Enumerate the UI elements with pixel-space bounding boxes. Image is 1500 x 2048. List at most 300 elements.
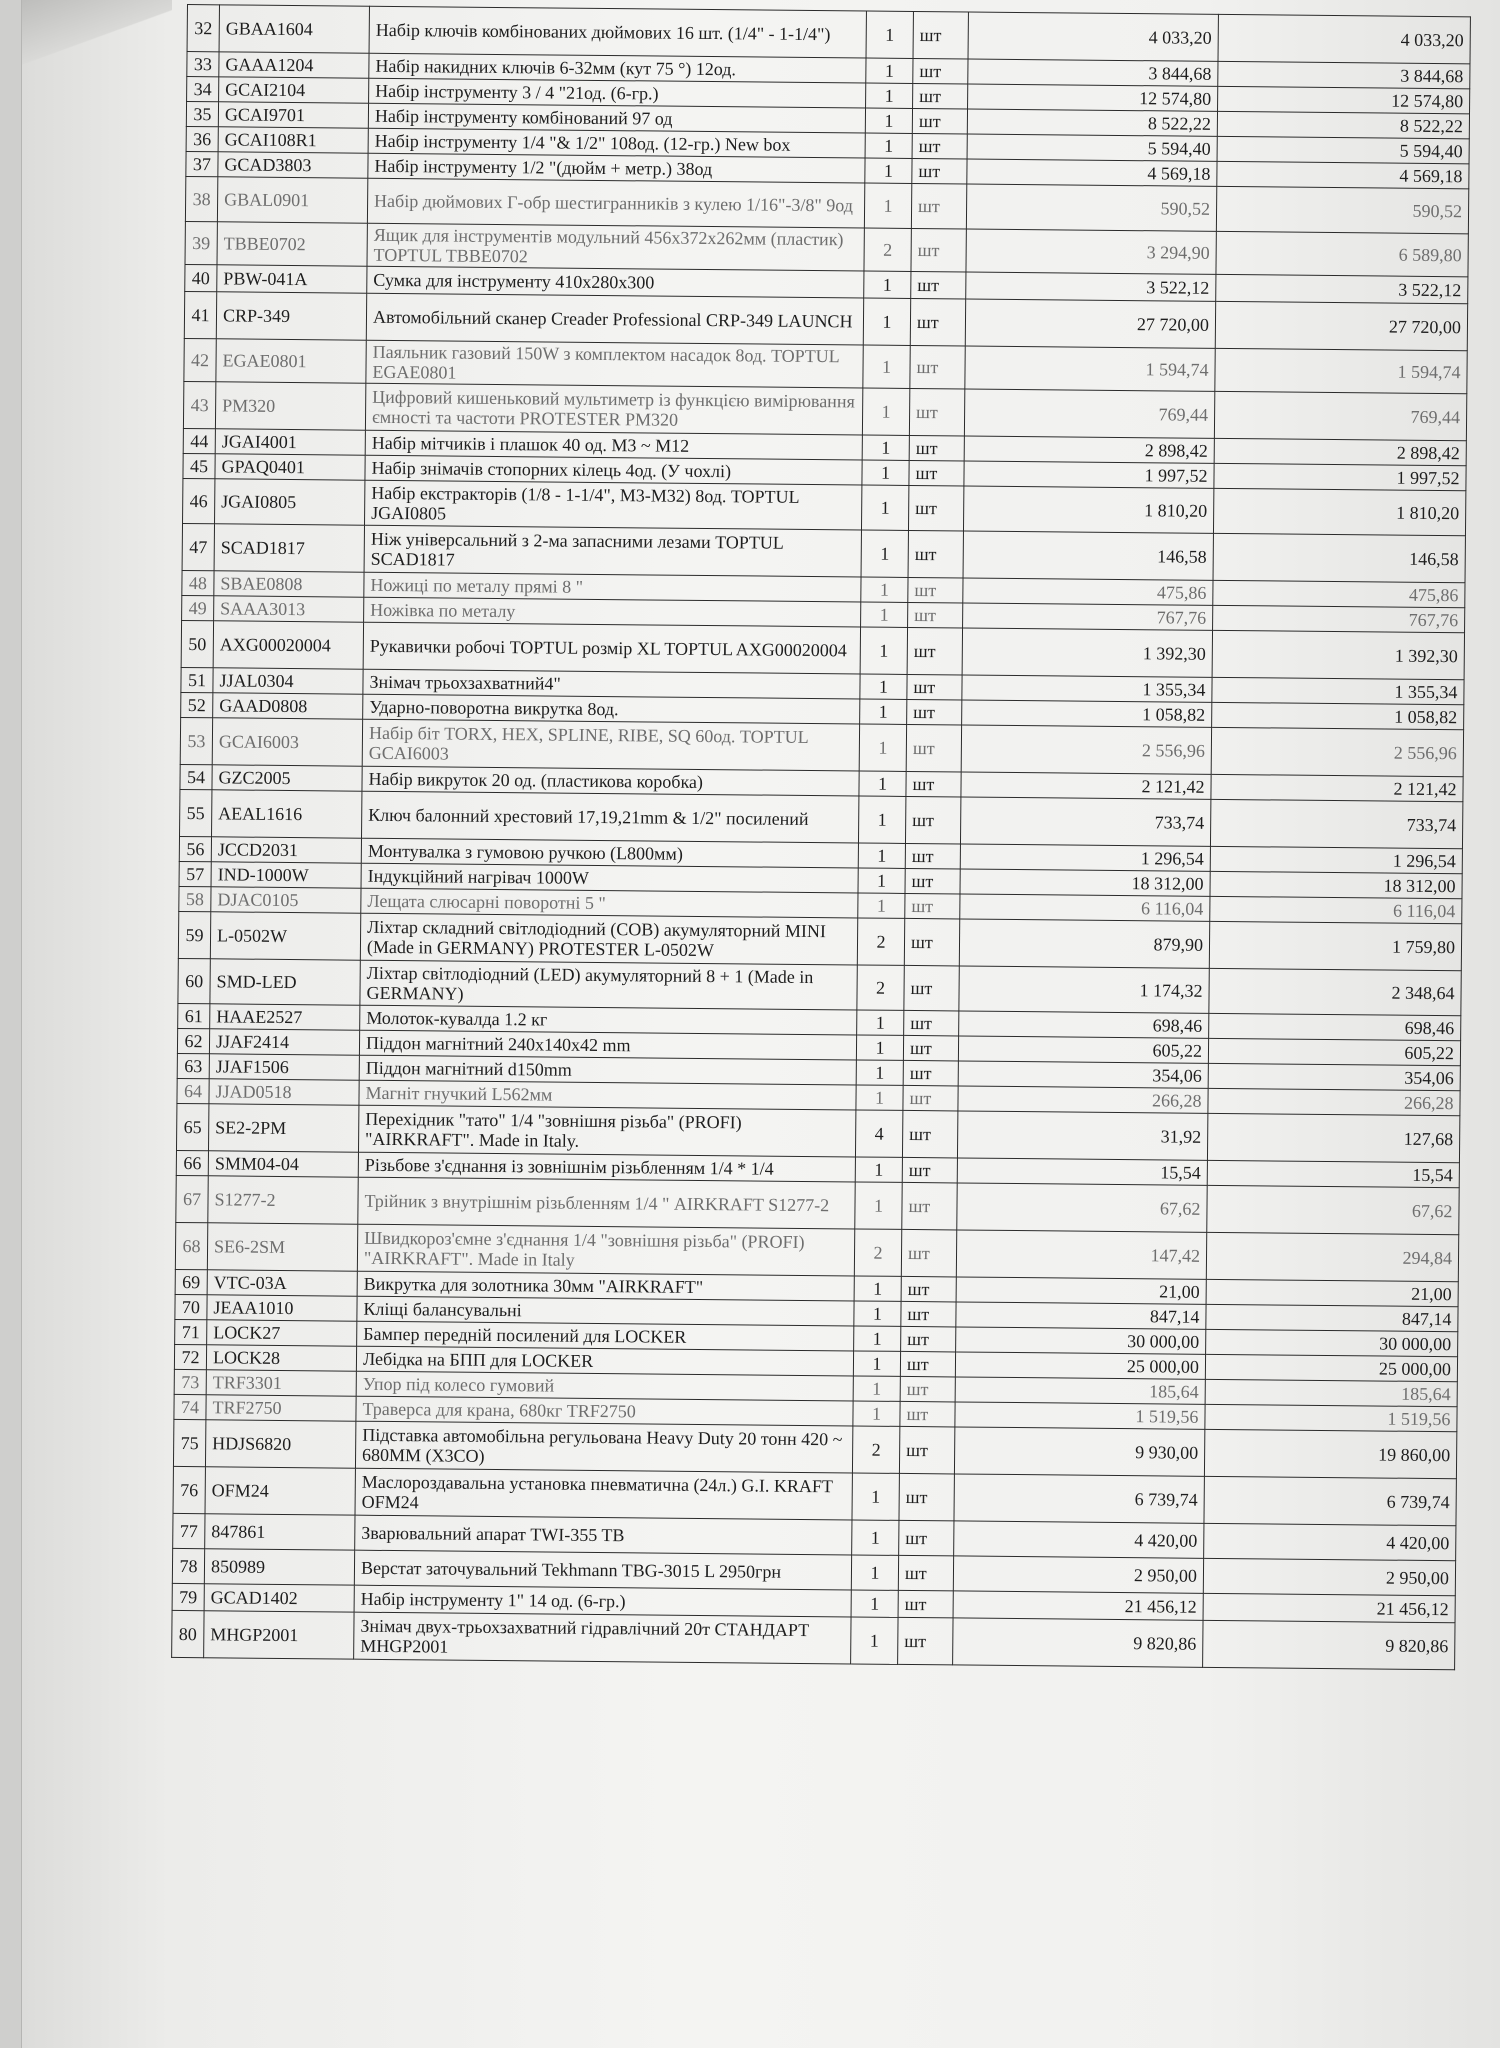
unit-price-cell: 30 000,00 [956, 1327, 1206, 1354]
item-name-cell: Швидкороз'ємне з'єднання 1/4 "зовнішня різьба" (PROFI) "AIRKRAFT". Made in Italy [357, 1224, 854, 1276]
unit-cell: шт [901, 1276, 956, 1302]
line-total-cell: 2 348,64 [1209, 968, 1461, 1015]
line-total-cell: 8 522,22 [1217, 111, 1469, 138]
row-number-cell: 80 [172, 1610, 204, 1657]
row-number-cell: 42 [184, 338, 216, 381]
quantity-cell: 1 [856, 1085, 903, 1110]
item-code-cell: GBAA1604 [219, 5, 369, 53]
unit-cell: шт [903, 1085, 958, 1111]
unit-price-cell: 31,92 [957, 1111, 1207, 1160]
line-total-cell: 698,46 [1209, 1013, 1461, 1040]
row-number-cell: 68 [175, 1222, 207, 1269]
row-number-cell: 70 [175, 1294, 207, 1319]
row-number-cell: 52 [181, 692, 213, 717]
item-name-cell: Цифровий кишеньковий мультиметр із функцією вимірювання ємності та частоти PROTESTER PM320 [365, 383, 862, 435]
row-number-cell: 73 [174, 1369, 206, 1394]
quantity-cell: 1 [859, 771, 906, 796]
item-name-cell: Рукавички робочі TOPTUL розмір XL TOPTUL AXG00020004 [363, 622, 860, 674]
item-code-cell: OFM24 [205, 1467, 355, 1515]
quantity-cell: 1 [865, 108, 912, 133]
quantity-cell: 1 [854, 1326, 901, 1351]
item-name-cell: Різьбове з'єднання із зовнішнім різьбленням 1/4 * 1/4 [358, 1152, 855, 1182]
quantity-cell: 1 [855, 1182, 902, 1229]
unit-cell: шт [905, 843, 960, 869]
item-code-cell: HDJS6820 [205, 1420, 355, 1468]
line-total-cell: 15,54 [1207, 1160, 1459, 1187]
unit-price-cell: 146,58 [963, 531, 1213, 580]
unit-price-cell: 15,54 [957, 1158, 1207, 1185]
item-code-cell: SCAD1817 [214, 524, 364, 572]
unit-price-cell: 3 522,12 [966, 272, 1216, 301]
unit-price-cell: 590,52 [966, 184, 1216, 231]
line-total-cell: 21,00 [1206, 1279, 1458, 1306]
item-code-cell: JJAF2414 [209, 1029, 359, 1055]
item-name-cell: Лещата слюсарні поворотні 5 " [361, 888, 858, 918]
quantity-cell: 1 [864, 183, 911, 228]
unit-cell: шт [913, 58, 968, 84]
unit-price-cell: 185,64 [955, 1377, 1205, 1404]
quantity-cell: 1 [866, 83, 913, 108]
line-total-cell: 847,14 [1206, 1304, 1458, 1331]
row-number-cell: 72 [174, 1344, 206, 1369]
line-total-cell: 25 000,00 [1205, 1354, 1457, 1381]
item-code-cell: MHGP2001 [204, 1611, 354, 1659]
unit-price-cell: 605,22 [958, 1036, 1208, 1063]
unit-cell: шт [910, 298, 965, 346]
row-number-cell: 55 [180, 789, 212, 836]
unit-price-cell: 1 519,56 [955, 1402, 1205, 1429]
row-number-cell: 51 [181, 667, 213, 692]
item-name-cell: Маслороздавальна установка пневматична (24л.) G.I. KRAFT OFM24 [355, 1468, 852, 1520]
unit-cell: шт [902, 1110, 957, 1158]
unit-price-cell: 2 950,00 [953, 1556, 1203, 1593]
unit-price-cell: 9 930,00 [954, 1427, 1204, 1476]
quantity-cell: 1 [866, 58, 913, 83]
quantity-cell: 1 [862, 388, 909, 435]
unit-price-cell: 67,62 [957, 1183, 1207, 1232]
quantity-cell: 1 [858, 868, 905, 893]
unit-price-cell: 5 594,40 [967, 134, 1217, 161]
item-name-cell: Монтувалка з гумовою ручкою (L800мм) [361, 838, 858, 868]
item-name-cell: Бампер передній посилений для LOCKER [357, 1321, 854, 1351]
line-total-cell: 2 556,96 [1211, 727, 1463, 776]
item-code-cell: JEAA1010 [207, 1295, 357, 1321]
item-name-cell: Індукційний нагрівач 1000W [361, 863, 858, 893]
item-code-cell: TRF3301 [206, 1370, 356, 1396]
unit-price-cell: 12 574,80 [968, 84, 1218, 111]
unit-cell: шт [908, 602, 963, 628]
line-total-cell: 146,58 [1213, 533, 1465, 582]
unit-price-cell: 1 810,20 [963, 486, 1213, 533]
item-code-cell: GCAI108R1 [218, 127, 368, 153]
item-name-cell: Піддон магнітний d150mm [359, 1055, 856, 1085]
item-code-cell: GCAI6003 [212, 718, 362, 766]
line-total-cell: 18 312,00 [1210, 871, 1462, 898]
row-number-cell: 44 [183, 428, 215, 453]
row-number-cell: 74 [174, 1394, 206, 1419]
item-code-cell: GCAI2104 [219, 77, 369, 103]
line-total-cell: 1 519,56 [1205, 1404, 1457, 1431]
unit-cell: шт [900, 1351, 955, 1377]
document-page [22, 0, 1500, 2048]
unit-cell: шт [902, 1182, 957, 1230]
unit-price-cell: 9 820,86 [953, 1618, 1203, 1667]
row-number-cell: 48 [182, 570, 214, 595]
unit-price-cell: 3 294,90 [966, 229, 1216, 274]
unit-price-cell: 8 522,22 [967, 109, 1217, 136]
item-name-cell: Набір інструменту 1" 14 од. (6-гр.) [354, 1585, 851, 1617]
item-code-cell: VTC-03A [207, 1270, 357, 1296]
unit-cell: шт [904, 1010, 959, 1036]
quantity-cell: 1 [865, 133, 912, 158]
item-code-cell: SMM04-04 [208, 1151, 358, 1177]
unit-cell: шт [901, 1301, 956, 1327]
line-total-cell: 5 594,40 [1217, 136, 1469, 163]
unit-price-cell: 1 392,30 [962, 628, 1212, 677]
item-name-cell: Набір викруток 20 од. (пластикова коробка) [362, 766, 859, 796]
line-total-cell: 21 456,12 [1203, 1593, 1455, 1622]
row-number-cell: 47 [182, 523, 214, 570]
item-code-cell: IND-1000W [211, 862, 361, 888]
item-name-cell: Набір екстракторів (1/8 - 1-1/4", M3-M32) 8од. TOPTUL JGAI0805 [365, 480, 862, 530]
row-number-cell: 67 [176, 1175, 208, 1222]
quantity-cell: 1 [862, 460, 909, 485]
unit-cell: шт [907, 699, 962, 725]
quantity-cell: 1 [857, 1010, 904, 1035]
quantity-cell: 1 [853, 1351, 900, 1376]
unit-price-cell: 3 844,68 [968, 59, 1218, 86]
row-number-cell: 76 [173, 1466, 205, 1513]
line-total-cell: 9 820,86 [1203, 1620, 1455, 1669]
row-number-cell: 57 [179, 861, 211, 886]
unit-cell: шт [900, 1376, 955, 1402]
unit-cell: шт [899, 1426, 954, 1474]
quantity-cell: 1 [863, 345, 910, 388]
row-number-cell: 63 [177, 1053, 209, 1078]
unit-cell: шт [913, 11, 968, 59]
quantity-cell: 2 [857, 918, 904, 965]
unit-price-cell: 2 556,96 [961, 725, 1211, 774]
unit-cell: шт [912, 158, 967, 184]
unit-cell: шт [912, 133, 967, 159]
item-code-cell: EGAE0801 [216, 339, 366, 383]
row-number-cell: 78 [172, 1548, 204, 1583]
item-name-cell: Лебідка на БПП для LOCKER [356, 1346, 853, 1376]
unit-cell: шт [903, 1035, 958, 1061]
line-total-cell: 30 000,00 [1206, 1329, 1458, 1356]
unit-cell: шт [913, 83, 968, 109]
unit-cell: шт [905, 893, 960, 919]
item-name-cell: Набір мітчиків і плашок 40 од. М3 ~ М12 [365, 430, 862, 460]
item-code-cell: GZC2005 [212, 765, 362, 791]
item-name-cell: Викрутка для золотника 30мм "AIRKRAFT" [357, 1271, 854, 1301]
unit-cell: шт [905, 796, 960, 844]
row-number-cell: 66 [176, 1150, 208, 1175]
quantity-cell: 1 [863, 298, 910, 345]
row-number-cell: 35 [186, 102, 218, 127]
item-name-cell: Піддон магнітний 240x140x42 mm [359, 1030, 856, 1060]
item-code-cell: DJAC0105 [211, 887, 361, 913]
quantity-cell: 1 [852, 1520, 899, 1555]
item-code-cell: GPAQ0401 [215, 454, 365, 480]
line-total-cell: 19 860,00 [1204, 1429, 1456, 1478]
unit-price-cell: 21 456,12 [953, 1591, 1203, 1620]
unit-cell: шт [904, 918, 959, 966]
row-number-cell: 79 [172, 1583, 204, 1610]
row-number-cell: 60 [178, 958, 210, 1003]
row-number-cell: 38 [185, 176, 217, 221]
item-code-cell: JJAF1506 [209, 1054, 359, 1080]
line-total-cell: 4 420,00 [1204, 1523, 1456, 1560]
unit-cell: шт [911, 183, 966, 229]
unit-price-cell: 27 720,00 [965, 299, 1215, 348]
unit-cell: шт [911, 228, 966, 272]
row-number-cell: 61 [178, 1003, 210, 1028]
item-name-cell: Набір інструменту 3 / 4 "21од. (6-гр.) [369, 78, 866, 108]
quantity-cell: 1 [858, 796, 905, 843]
item-name-cell: Знімач трьохзахватний4" [363, 669, 860, 699]
quantity-cell: 1 [853, 1376, 900, 1401]
item-name-cell: Кліщі балансувальні [357, 1296, 854, 1326]
row-number-cell: 36 [186, 126, 218, 151]
item-name-cell: Ящик для інструментів модульний 456х372х262мм (пластик) TOPTUL TBBE0702 [367, 223, 864, 271]
row-number-cell: 50 [181, 620, 213, 667]
line-total-cell: 354,06 [1208, 1063, 1460, 1090]
quantity-cell: 1 [861, 577, 908, 602]
unit-price-cell: 25 000,00 [955, 1352, 1205, 1379]
quantity-cell: 1 [856, 1060, 903, 1085]
unit-price-cell: 4 033,20 [968, 12, 1218, 61]
unit-price-cell: 879,90 [959, 919, 1209, 968]
unit-price-cell: 475,86 [963, 578, 1213, 605]
line-total-cell: 266,28 [1208, 1088, 1460, 1115]
item-name-cell: Набір інструменту 1/2 "(дюйм + метр.) 38од [368, 153, 865, 183]
line-total-cell: 27 720,00 [1215, 301, 1467, 350]
line-total-cell: 3 844,68 [1218, 61, 1470, 88]
item-code-cell: 847861 [205, 1514, 355, 1550]
item-name-cell: Упор під колесо гумовий [356, 1371, 853, 1401]
unit-price-cell: 21,00 [956, 1277, 1206, 1304]
item-name-cell: Набір дюймових Г-обр шестигранників з кулею 1/16"-3/8" 9од [367, 178, 864, 228]
unit-cell: шт [908, 530, 963, 578]
line-total-cell: 1 355,34 [1212, 677, 1464, 704]
row-number-cell: 54 [180, 764, 212, 789]
line-total-cell: 6 739,74 [1204, 1476, 1456, 1525]
quantity-cell: 4 [855, 1110, 902, 1157]
item-name-cell: Автомобільний сканер Creader Professional CRP-349 LAUNCH [366, 293, 863, 345]
quantity-cell: 2 [854, 1229, 901, 1276]
line-total-cell: 1 296,54 [1210, 846, 1462, 873]
row-number-cell: 65 [176, 1103, 208, 1150]
item-code-cell: GCAD1402 [204, 1584, 354, 1612]
item-name-cell: Трійник з внутрішнім різьбленням 1/4 " AIRKRAFT S1277-2 [358, 1177, 855, 1229]
item-code-cell: JGAI0805 [215, 479, 365, 525]
unit-cell: шт [905, 868, 960, 894]
quantity-cell: 1 [856, 1035, 903, 1060]
item-code-cell: L-0502W [210, 912, 360, 960]
line-total-cell: 12 574,80 [1218, 86, 1470, 113]
item-name-cell: Підставка автомобільна регульована Heavy Duty 20 тонн 420 ~ 680MM (X3CO) [355, 1421, 852, 1473]
item-name-cell: Набір інструменту 1/4 "& 1/2" 108од. (12-гр.) New box [368, 128, 865, 158]
unit-cell: шт [900, 1401, 955, 1427]
item-name-cell: Зварювальний апарат TWI-355 TB [355, 1515, 852, 1555]
unit-cell: шт [912, 108, 967, 134]
unit-cell: шт [906, 771, 961, 797]
unit-cell: шт [898, 1555, 953, 1591]
item-code-cell: 850989 [204, 1549, 354, 1585]
quantity-cell: 1 [861, 530, 908, 577]
item-code-cell: JJAL0304 [213, 668, 363, 694]
unit-price-cell: 1 296,54 [960, 844, 1210, 871]
item-code-cell: LOCK28 [206, 1345, 356, 1371]
item-name-cell: Сумка для інструменту 410х280х300 [367, 266, 864, 298]
row-number-cell: 77 [173, 1513, 205, 1548]
quantity-cell: 1 [851, 1590, 898, 1617]
unit-cell: шт [909, 388, 964, 436]
unit-cell: шт [907, 674, 962, 700]
row-number-cell: 71 [175, 1319, 207, 1344]
unit-cell: шт [902, 1157, 957, 1183]
unit-price-cell: 769,44 [964, 389, 1214, 438]
line-total-cell: 1 594,74 [1215, 348, 1467, 393]
quantity-cell: 1 [855, 1157, 902, 1182]
item-code-cell: GCAD3803 [218, 152, 368, 178]
unit-cell: шт [907, 627, 962, 675]
line-total-cell: 2 950,00 [1203, 1558, 1455, 1595]
line-total-cell: 475,86 [1213, 580, 1465, 607]
row-number-cell: 40 [185, 264, 217, 291]
line-total-cell: 4 033,20 [1218, 14, 1470, 63]
unit-price-cell: 1 174,32 [959, 966, 1209, 1013]
unit-price-cell: 6 739,74 [954, 1474, 1204, 1523]
item-code-cell: CRP-349 [216, 292, 366, 340]
quantity-cell: 1 [854, 1301, 901, 1326]
unit-cell: шт [901, 1229, 956, 1277]
item-name-cell: Набір інструменту комбінований 97 од [368, 103, 865, 133]
line-total-cell: 1 058,82 [1212, 702, 1464, 729]
item-name-cell: Ліхтар світлодіодний (LED) акумуляторний 8 + 1 (Made in GERMANY) [360, 960, 857, 1010]
row-number-cell: 56 [179, 836, 211, 861]
row-number-cell: 33 [187, 52, 219, 77]
item-code-cell: GCAI9701 [218, 102, 368, 128]
unit-cell: шт [903, 1060, 958, 1086]
item-code-cell: JJAD0518 [209, 1079, 359, 1105]
item-name-cell: Набір знімачів стопорних кілець 4од. (У чохлі) [365, 455, 862, 485]
item-code-cell: JGAI4001 [215, 429, 365, 455]
unit-price-cell: 147,42 [956, 1230, 1206, 1279]
line-total-cell: 4 569,18 [1217, 161, 1469, 188]
unit-price-cell: 4 420,00 [954, 1521, 1204, 1558]
row-number-cell: 64 [177, 1078, 209, 1103]
item-code-cell: TRF2750 [206, 1395, 356, 1421]
item-name-cell: Ліхтар складний світлодіодний (COB) акумуляторний MINI (Made in GERMANY) PROTESTER L-0502W [360, 913, 857, 965]
item-code-cell: AXG00020004 [213, 621, 363, 669]
quantity-cell: 2 [852, 1426, 899, 1473]
unit-price-cell: 1 594,74 [965, 346, 1215, 391]
quantity-cell: 1 [861, 602, 908, 627]
item-name-cell: Траверса для крана, 680кг TRF2750 [356, 1396, 853, 1426]
unit-price-cell: 18 312,00 [960, 869, 1210, 896]
row-number-cell: 75 [173, 1419, 205, 1466]
quantity-cell: 1 [854, 1276, 901, 1301]
unit-cell: шт [909, 460, 964, 486]
item-name-cell: Набір біт TORX, HEX, SPLINE, RIBE, SQ 60од. TOPTUL GCAI6003 [362, 719, 859, 771]
line-total-cell: 733,74 [1210, 799, 1462, 848]
quantity-cell: 1 [866, 11, 913, 58]
row-number-cell: 46 [183, 478, 215, 523]
quantity-cell: 1 [861, 485, 908, 530]
unit-cell: шт [899, 1473, 954, 1521]
item-name-cell: Молоток-кувалда 1.2 кг [360, 1005, 857, 1035]
item-code-cell: JCCD2031 [211, 837, 361, 863]
quantity-cell: 1 [852, 1473, 899, 1520]
line-total-cell: 6 589,80 [1216, 231, 1468, 276]
table-body [172, 5, 1471, 1670]
unit-price-cell: 266,28 [958, 1086, 1208, 1113]
quantity-cell: 1 [860, 627, 907, 674]
line-total-cell: 769,44 [1214, 391, 1466, 440]
line-total-cell: 1 997,52 [1214, 463, 1466, 490]
quantity-cell: 1 [864, 271, 911, 298]
item-code-cell: SAAA3013 [214, 596, 364, 622]
line-total-cell: 6 116,04 [1210, 896, 1462, 923]
unit-price-cell: 1 058,82 [962, 700, 1212, 727]
line-total-cell: 605,22 [1208, 1038, 1460, 1065]
item-code-cell: SE2-2PM [208, 1104, 358, 1152]
line-total-cell: 1 810,20 [1213, 488, 1465, 535]
item-code-cell: PM320 [215, 382, 365, 430]
item-code-cell: GAAD0808 [213, 693, 363, 719]
unit-cell: шт [906, 724, 961, 772]
quantity-cell: 1 [853, 1401, 900, 1426]
line-total-cell: 3 522,12 [1216, 274, 1468, 303]
item-name-cell: Знімач двух-трьохзахватний гідравлічний 20т СТАНДАРТ MHGP2001 [354, 1612, 851, 1664]
quantity-cell: 1 [862, 435, 909, 460]
quantity-cell: 1 [865, 158, 912, 183]
row-number-cell: 37 [186, 151, 218, 176]
item-code-cell: GBAL0901 [217, 177, 367, 223]
row-number-cell: 39 [185, 221, 217, 264]
unit-cell: шт [908, 577, 963, 603]
quantity-cell: 1 [858, 843, 905, 868]
unit-price-cell: 767,76 [963, 603, 1213, 630]
unit-price-cell: 2 898,42 [964, 436, 1214, 463]
row-number-cell: 34 [187, 77, 219, 102]
line-total-cell: 2 898,42 [1214, 438, 1466, 465]
item-code-cell: HAAE2527 [210, 1004, 360, 1030]
row-number-cell: 62 [177, 1028, 209, 1053]
unit-price-cell: 1 997,52 [964, 461, 1214, 488]
item-code-cell: TBBE0702 [217, 222, 367, 266]
item-name-cell: Перехідник "тато" 1/4 "зовнішня різьба" (PROFI) "AIRKRAFT". Made in Italy. [358, 1105, 855, 1157]
quantity-cell: 1 [851, 1555, 898, 1590]
line-total-cell: 1 759,80 [1209, 921, 1461, 970]
unit-price-cell: 1 355,34 [962, 675, 1212, 702]
item-name-cell: Ножиці по металу прямі 8 " [364, 572, 861, 602]
item-name-cell: Верстат заточувальний Tekhmann TBG-3015 L 2950грн [354, 1550, 851, 1590]
unit-price-cell: 847,14 [956, 1302, 1206, 1329]
item-name-cell: Ударно-поворотна викрутка 8од. [363, 694, 860, 724]
unit-cell: шт [904, 965, 959, 1011]
line-total-cell: 590,52 [1216, 186, 1468, 233]
unit-cell: шт [911, 271, 966, 299]
item-name-cell: Набір ключів комбінованих дюймових 16 шт. (1/4" - 1-1/4") [369, 6, 866, 58]
unit-cell: шт [898, 1590, 953, 1618]
item-code-cell: S1277-2 [208, 1176, 358, 1224]
quantity-cell: 1 [860, 699, 907, 724]
unit-cell: шт [908, 485, 963, 531]
row-number-cell: 43 [183, 381, 215, 428]
